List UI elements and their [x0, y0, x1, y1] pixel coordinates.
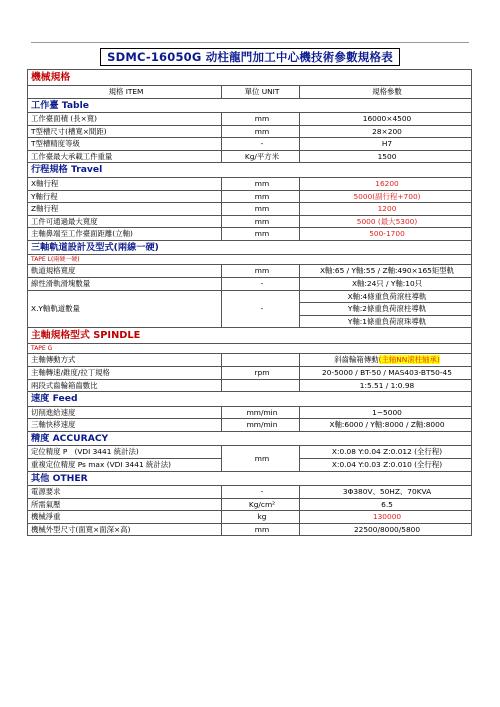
cell-item: 工作臺面積 (長×寬) — [28, 113, 222, 126]
cell-param: 6.5 — [300, 498, 472, 511]
cell-item: 工件可通過最大寬度 — [28, 215, 222, 228]
table-row — [28, 379, 472, 392]
cell-unit: kg — [222, 511, 300, 524]
cell-unit: Kg/cm² — [222, 498, 300, 511]
subsection-row — [28, 344, 472, 354]
section-other: 其他 OTHER — [28, 471, 472, 486]
section-mech: 機械規格 — [28, 70, 472, 86]
table-row — [28, 419, 472, 432]
cell-item: T型槽精度等級 — [28, 138, 222, 151]
section-spindle: 主軸規格型式 SPINDLE — [28, 328, 472, 344]
cell-item: 切削進給速度 — [28, 406, 222, 419]
cell-unit: mm — [222, 228, 300, 241]
section-row — [28, 70, 472, 86]
cell-param: X:0.08 Y:0.04 Z:0.012 (全行程) — [300, 446, 472, 459]
cell-param: 16000×4500 — [300, 113, 472, 126]
cell-item — [28, 446, 222, 459]
table-row — [28, 511, 472, 524]
table-row — [28, 354, 472, 367]
rail-tape-label: TAPE L(兩硬一硬) — [28, 255, 472, 265]
section-speed: 速度 Feed — [28, 392, 472, 407]
table-row — [28, 523, 472, 536]
table-row — [28, 125, 472, 138]
cell-param: X軸:6000 / Y軸:8000 / Z軸:8000 — [300, 419, 472, 432]
cell-item: 機械外型尺寸(面寬×面深×高) — [28, 523, 222, 536]
table-row — [28, 265, 472, 278]
cell-item: T型槽尺寸(槽寬×間距) — [28, 125, 222, 138]
cell-item: 主軸鼻端至工作臺面距離(立軸) — [28, 228, 222, 241]
table-row — [28, 203, 472, 216]
bearing-note: (主轴NN滚柱轴承) — [378, 355, 440, 365]
document-title: SDMC-16050G 动柱龍門加工中心機技術參數規格表 — [100, 48, 400, 66]
cell-unit — [222, 379, 300, 392]
table-row — [28, 446, 472, 459]
table-row — [28, 498, 472, 511]
table-row — [28, 215, 472, 228]
cell-unit: mm/min — [222, 419, 300, 432]
cell-unit: mm — [222, 125, 300, 138]
cell-item: Z軸行程 — [28, 203, 222, 216]
cell-item: 工作臺最大承載工件重量 — [28, 150, 222, 163]
cell-param: 1:5.51 / 1:0.98 — [300, 379, 472, 392]
cell-unit: mm/min — [222, 406, 300, 419]
cell-unit: mm — [222, 215, 300, 228]
table-row — [28, 486, 472, 499]
accuracy-standard: (VDI 3441 統計法) — [106, 459, 172, 469]
table-row — [28, 150, 472, 163]
top-rule — [31, 42, 469, 43]
drive-type: 斜齒輪箱傳動 — [334, 355, 379, 365]
accuracy-label: 重複定位精度 Ps max — [31, 459, 105, 469]
section-row — [28, 98, 472, 113]
table-row — [28, 367, 472, 380]
cell-item: X軸行程 — [28, 177, 222, 190]
section-row — [28, 471, 472, 486]
cell-param: 5000(副行程+700) — [300, 190, 472, 203]
cell-param: 1200 — [300, 203, 472, 216]
section-travel: 行程規格 Travel — [28, 163, 472, 178]
cell-unit: - — [222, 278, 300, 291]
table-row — [28, 177, 472, 190]
accuracy-standard: (VDI 3441 統計法) — [74, 447, 139, 457]
cell-item: 主軸轉速/錐度/拉丁規格 — [28, 367, 222, 380]
cell-unit: mm — [222, 446, 300, 471]
section-rail: 三軸軌道設計及型式(兩線一硬) — [28, 240, 472, 255]
cell-unit: rpm — [222, 367, 300, 380]
table-row — [28, 278, 472, 291]
cell-param: 28×200 — [300, 125, 472, 138]
cell-param: 20-5000 / BT-50 / MAS403-BT50-45 — [300, 367, 472, 380]
cell-unit: - — [222, 290, 300, 328]
cell-unit — [222, 354, 300, 367]
cell-item: 機械淨重 — [28, 511, 222, 524]
section-row — [28, 163, 472, 178]
section-accuracy: 精度 ACCURACY — [28, 431, 472, 446]
section-row — [28, 328, 472, 344]
cell-unit: - — [222, 486, 300, 499]
header-row — [28, 86, 472, 99]
cell-param: 500-1700 — [300, 228, 472, 241]
cell-item — [28, 458, 222, 471]
spindle-tape-label: TAPE G — [28, 344, 472, 354]
cell-unit: mm — [222, 203, 300, 216]
cell-param: 22500/8000/5800 — [300, 523, 472, 536]
cell-param: 5000 (最大5300) — [300, 215, 472, 228]
cell-param: X軸:4條重負荷滾柱導軌 — [300, 290, 472, 303]
cell-param: Y軸:2條重負荷滾柱導軌 — [300, 303, 472, 316]
cell-param: Y軸:1條重負荷滾珠導軌 — [300, 315, 472, 328]
section-row — [28, 240, 472, 255]
cell-param — [300, 354, 472, 367]
table-row — [28, 228, 472, 241]
cell-item: X.Y軸軌道數量 — [28, 290, 222, 328]
cell-unit: - — [222, 138, 300, 151]
cell-item: Y軸行程 — [28, 190, 222, 203]
header-unit: 單位 UNIT — [222, 86, 300, 99]
section-row — [28, 392, 472, 407]
cell-unit: mm — [222, 190, 300, 203]
table-row — [28, 406, 472, 419]
cell-param: X軸:65 / Y軸:55 / Z軸:490×165矩型軌 — [300, 265, 472, 278]
section-row — [28, 431, 472, 446]
cell-param: 3Φ380V、50HZ、70KVA — [300, 486, 472, 499]
table-row — [28, 113, 472, 126]
header-item: 規格 ITEM — [28, 86, 222, 99]
cell-param: 1500 — [300, 150, 472, 163]
cell-param: X軸:24只 / Y軸:10只 — [300, 278, 472, 291]
cell-param: 16200 — [300, 177, 472, 190]
cell-param: 130000 — [300, 511, 472, 524]
header-param: 規格參數 — [300, 86, 472, 99]
table-row — [28, 138, 472, 151]
cell-unit: mm — [222, 177, 300, 190]
cell-unit: Kg/平方米 — [222, 150, 300, 163]
cell-item: 所需氣壓 — [28, 498, 222, 511]
cell-unit: mm — [222, 113, 300, 126]
cell-param: 1~5000 — [300, 406, 472, 419]
cell-item: 三軸快移速度 — [28, 419, 222, 432]
table-row — [28, 290, 472, 303]
cell-item: 軌道規格寬度 — [28, 265, 222, 278]
cell-param: H7 — [300, 138, 472, 151]
cell-item: 兩段式齒輪箱齒數比 — [28, 379, 222, 392]
cell-item: 線性滑軌滑塊數量 — [28, 278, 222, 291]
subsection-row — [28, 255, 472, 265]
cell-unit: mm — [222, 265, 300, 278]
cell-item: 電源要求 — [28, 486, 222, 499]
cell-param: X:0.04 Y:0.03 Z:0.010 (全行程) — [300, 458, 472, 471]
cell-item: 主軸傳動方式 — [28, 354, 222, 367]
table-row — [28, 190, 472, 203]
cell-unit: mm — [222, 523, 300, 536]
section-table: 工作臺 Table — [28, 98, 472, 113]
accuracy-label: 定位精度 P — [31, 447, 68, 457]
spec-table — [27, 69, 472, 536]
